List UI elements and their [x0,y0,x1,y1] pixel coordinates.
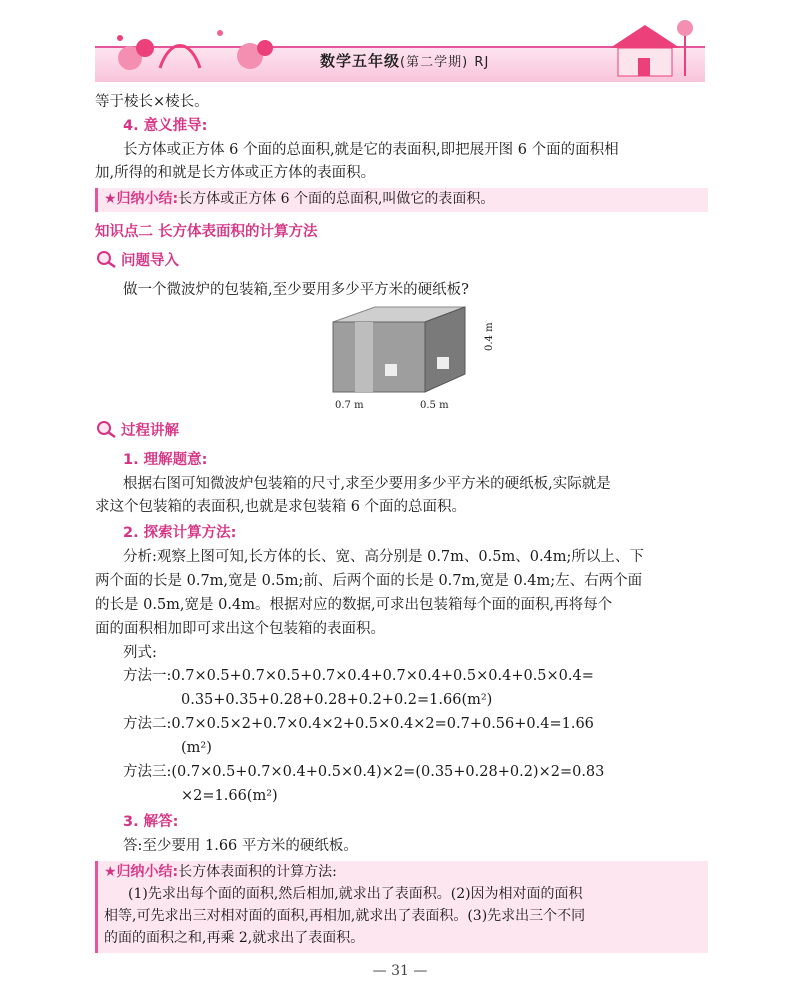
book-edition: RJ [474,55,490,70]
summary-line: 相等,可先求出三对相对面的面积,再相加,就求出了表面积。(3)先求出三个不同 [104,908,586,924]
method-two-line1: 方法二:0.7×0.5×2+0.7×0.4×2+0.5×0.4×2=0.7+0.56+0.4=1.66 [123,716,594,732]
answer-text: 答:至少要用 1.66 平方米的硬纸板。 [123,838,358,854]
subsection-title: 1. 理解题意: [123,452,208,468]
text-line: 求这个包装箱的表面积,也就是求包装箱 6 个面的总面积。 [95,499,467,515]
method-one-line1: 方法一:0.7×0.5+0.7×0.5+0.7×0.4+0.7×0.4+0.5×0.4+0.5×0.4= [123,668,594,684]
text-line: 等于棱长×棱长。 [95,94,209,110]
intro-badge-label: 问题导入 [121,252,179,269]
subsection-title: 4. 意义推导: [123,118,208,134]
method-three-line2: ×2=1.66(m²) [181,788,278,804]
summary-label: ★归纳小结: [104,191,179,207]
page-number: — 31 — [372,963,428,979]
page-header [0,0,800,82]
text-line: 根据右图可知微波炉包装箱的尺寸,求至少要用多少平方米的硬纸板,实际就是 [123,476,611,492]
summary-text: 长方体表面积的计算方法: [178,864,337,880]
text-line: 分析:观察上图可知,长方体的长、宽、高分别是 0.7m、0.5m、0.4m;所以上、下 [123,549,644,565]
subsection-title: 2. 探索计算方法: [123,525,237,541]
width-label: 0.5 m [420,400,449,411]
method-one-line2: 0.35+0.35+0.28+0.28+0.2+0.2=1.66(m²) [181,692,493,708]
text-line: 加,所得的和就是长方体或正方体的表面积。 [95,165,376,181]
formula-label: 列式: [123,645,157,661]
text-line: 两个面的长是 0.7m,宽是 0.5m;前、后两个面的长是 0.7m,宽是 0.4m;左、右两个面 [95,573,643,589]
book-term: (第二学期) [400,55,469,70]
subsection-title: 3. 解答: [123,814,179,830]
book-title: 数学五年级 [320,52,401,70]
height-label: 0.4 m [484,322,495,351]
summary-box [95,861,708,953]
summary-box [95,188,708,212]
process-badge [95,418,179,440]
box-figure [325,302,495,411]
header-title [320,50,489,71]
text-line: 的长是 0.5m,宽是 0.4m。根据对应的数据,可求出包装箱每个面的面积,再将每个 [95,597,613,613]
summary-label: ★归纳小结: [104,864,179,880]
section-title: 知识点二 长方体表面积的计算方法 [95,224,318,240]
summary-text: 长方体或正方体 6 个面的总面积,叫做它的表面积。 [178,191,495,207]
magnifier-icon [95,249,121,269]
summary-heading [98,188,708,210]
method-two-line2: (m²) [181,740,212,756]
intro-badge [95,248,179,270]
summary-line: 的面的面积之和,再乘 2,就求出了表面积。 [104,930,365,946]
length-label: 0.7 m [335,400,364,411]
magnifier-icon [95,419,121,439]
house-decoration-icon [590,10,700,80]
summary-heading [98,861,708,883]
text-line: 长方体或正方体 6 个面的总面积,就是它的表面积,即把展开图 6 个面的面积相 [123,142,619,158]
question-text: 做一个微波炉的包装箱,至少要用多少平方米的硬纸板? [123,282,469,298]
method-three-line1: 方法三:(0.7×0.5+0.7×0.4+0.5×0.4)×2=(0.35+0.28+0.2)×2=0.83 [123,764,605,780]
flower-decoration-icon [100,18,280,80]
summary-line: (1)先求出每个面的面积,然后相加,就求出了表面积。(2)因为相对面的面积 [128,886,583,902]
process-badge-label: 过程讲解 [121,422,179,439]
text-line: 面的面积相加即可求出这个包装箱的表面积。 [95,621,385,637]
